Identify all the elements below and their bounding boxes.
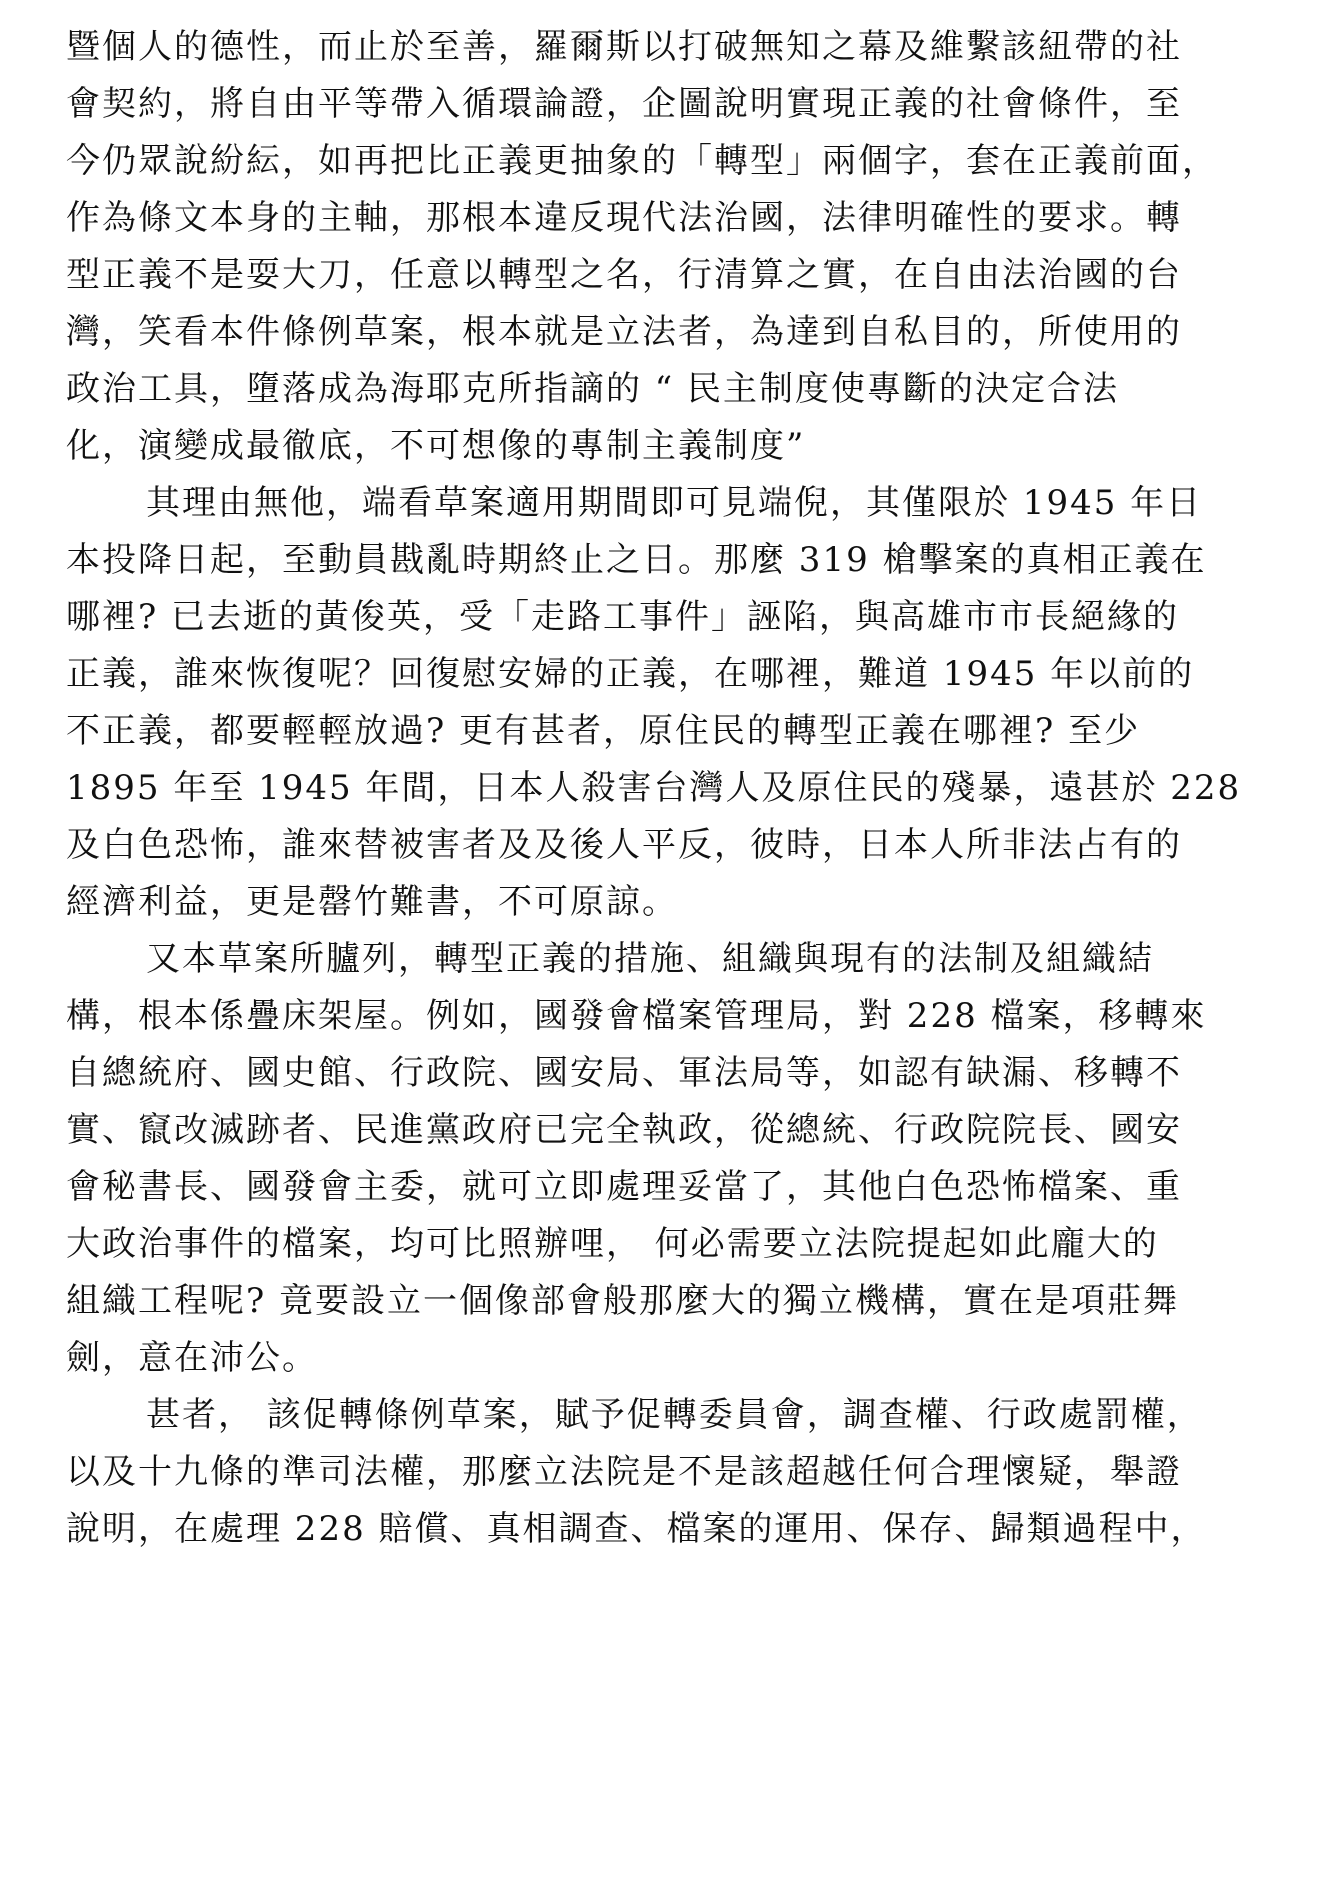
paragraph-line: 其理由無他，端看草案適用期間即可見端倪，其僅限於 1945 年日 <box>146 483 1203 523</box>
paragraph-line: 化，演變成最徹底，不可想像的專制主義制度” <box>66 426 806 466</box>
paragraph-line: 經濟利益，更是罄竹難書，不可原諒。 <box>66 882 678 922</box>
paragraph-line: 組織工程呢? 竟要設立一個像部會般那麼大的獨立機構，實在是項莊舞 <box>66 1281 1180 1321</box>
paragraph-line: 實、竄改滅跡者、民進黨政府已完全執政，從總統、行政院院長、國安 <box>66 1110 1182 1150</box>
paragraph-line: 大政治事件的檔案，均可比照辦哩， 何必需要立法院提起如此龐大的 <box>66 1224 1159 1264</box>
paragraph-line: 本投降日起，至動員戡亂時期終止之日。那麼 319 槍擊案的真相正義在 <box>66 540 1207 580</box>
paragraph-line: 又本草案所臚列，轉型正義的措施、組織與現有的法制及組織結 <box>146 939 1154 979</box>
paragraph-line: 作為條文本身的主軸，那根本違反現代法治國，法律明確性的要求。轉 <box>66 198 1182 238</box>
paragraph-line: 1895 年至 1945 年間，日本人殺害台灣人及原住民的殘暴，遠甚於 228 <box>66 768 1242 808</box>
paragraph-line: 說明，在處理 228 賠償、真相調查、檔案的運用、保存、歸類過程中， <box>66 1509 1207 1549</box>
paragraph-line: 暨個人的德性，而止於至善，羅爾斯以打破無知之幕及維繫該紐帶的社 <box>66 27 1182 67</box>
paragraph-line: 自總統府、國史館、行政院、國安局、軍法局等，如認有缺漏、移轉不 <box>66 1053 1182 1093</box>
paragraph-line: 劍，意在沛公。 <box>66 1338 318 1378</box>
paragraph-line: 正義，誰來恢復呢？回復慰安婦的正義，在哪裡，難道 1945 年以前的 <box>66 654 1195 694</box>
paragraph-line: 灣，笑看本件條例草案，根本就是立法者，為達到自私目的，所使用的 <box>66 312 1182 352</box>
paragraph-line: 以及十九條的準司法權，那麼立法院是不是該超越任何合理懷疑，舉證 <box>66 1452 1182 1492</box>
paragraph-line: 不正義，都要輕輕放過? 更有甚者，原住民的轉型正義在哪裡? 至少 <box>66 711 1141 751</box>
paragraph-line: 政治工具，墮落成為海耶克所指謫的 “ 民主制度使專斷的決定合法 <box>66 369 1119 409</box>
paragraph-line: 及白色恐怖，誰來替被害者及及後人平反，彼時，日本人所非法占有的 <box>66 825 1182 865</box>
paragraph-line: 構，根本係疊床架屋。例如，國發會檔案管理局，對 228 檔案，移轉來 <box>66 996 1207 1036</box>
paragraph-line: 會契約，將自由平等帶入循環論證，企圖說明實現正義的社會條件，至 <box>66 84 1182 124</box>
paragraph-line: 甚者， 該促轉條例草案，賦予促轉委員會，調查權、行政處罰權， <box>146 1395 1203 1435</box>
paragraph-line: 型正義不是耍大刀，任意以轉型之名，行清算之實，在自由法治國的台 <box>66 255 1182 295</box>
paragraph-line: 今仍眾說紛紜，如再把比正義更抽象的「轉型」兩個字，套在正義前面， <box>66 141 1218 181</box>
paragraph-line: 會秘書長、國發會主委，就可立即處理妥當了，其他白色恐怖檔案、重 <box>66 1167 1182 1207</box>
paragraph-line: 哪裡? 已去逝的黃俊英，受「走路工事件」誣陷，與高雄市市長絕緣的 <box>66 597 1180 637</box>
